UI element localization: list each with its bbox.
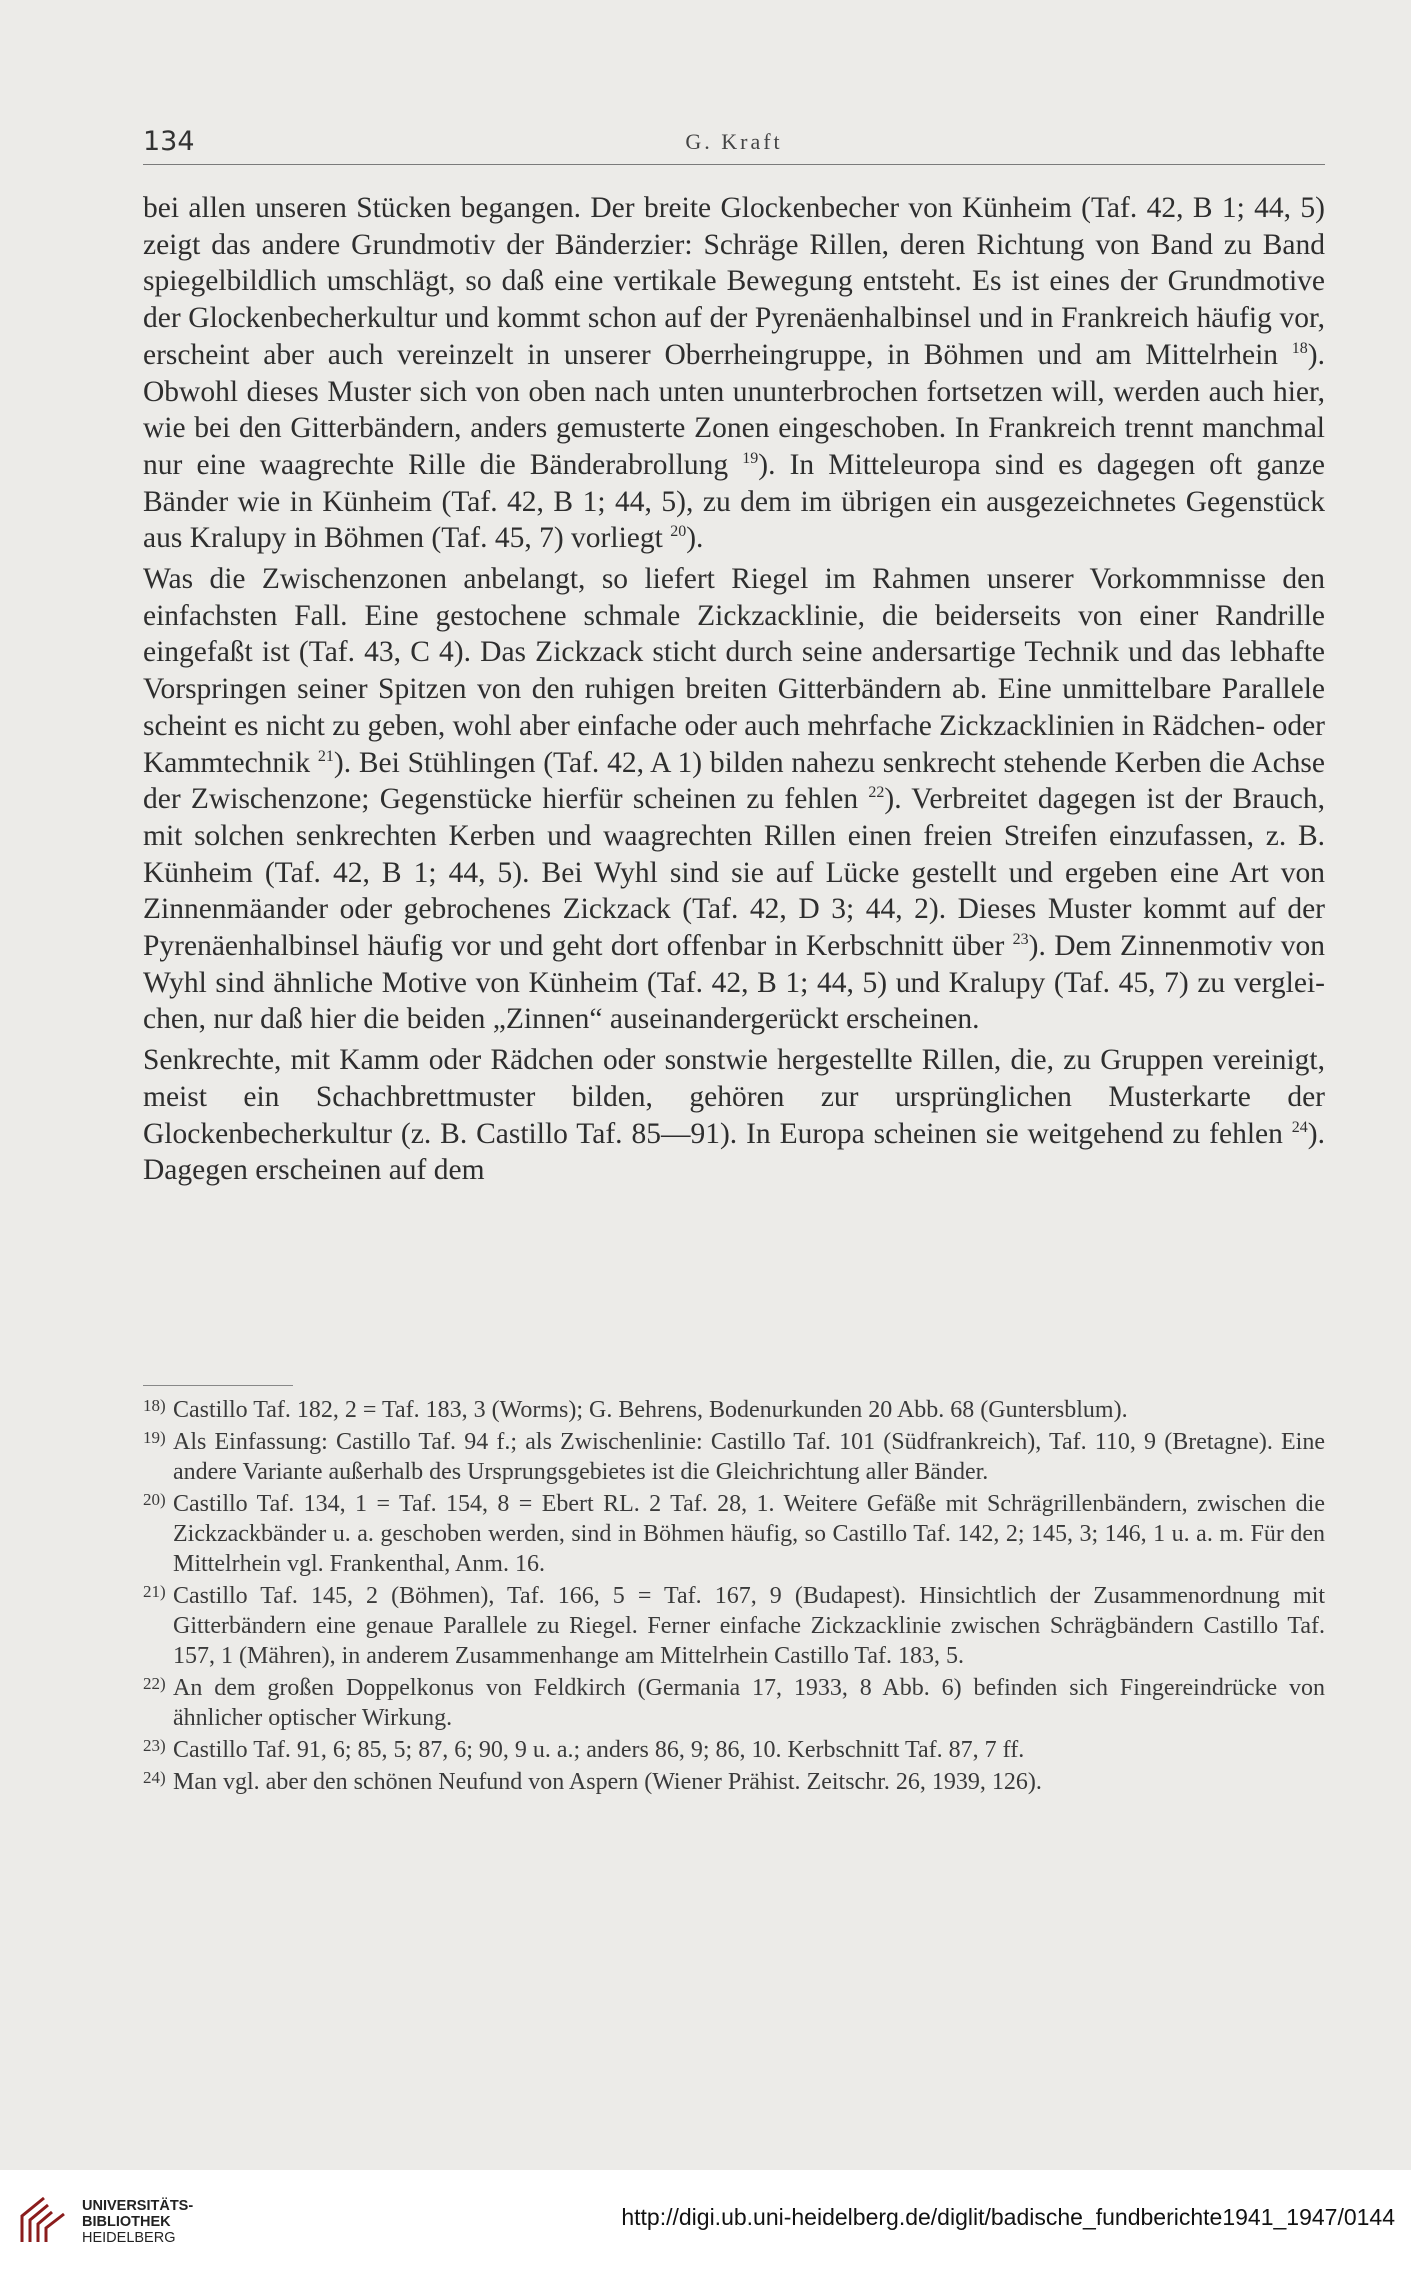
text-run: ). Obwohl dieses Muster sich von oben nach unten ununterbrochen fortsetzen will, werden auch hier, wie bei den Gitterbändern, anders gemusterte Zonen eingeschoben. In Frankreich trennt manchmal nur eine waagrechte Rille die Bänderabrollung [143,338,1325,481]
paragraph [143,190,1325,557]
page-header [143,124,1325,165]
footnote [143,1767,1325,1797]
footnote [143,1395,1325,1425]
text-run: ). Dem Zinnenmotiv von Wyhl sind ähnliche Motive von Künheim (Taf. 42, B 1; 44, 5) und Kralupy (Taf. 45, 7) zu vergleichen, nur daß hier die beiden „Zinnen“ auseinandergerückt erscheinen. [143,930,1325,1036]
library-name-line-2: BIBLIOTHEK [82,2214,171,2230]
footnote-reference[interactable]: 23 [1012,931,1029,949]
footnote [143,1489,1325,1579]
footnote-separator [143,1385,293,1386]
source-url[interactable]: http://digi.ub.uni-heidelberg.de/diglit/badische_fundberichte1941_1947/0144 [621,2204,1395,2230]
footnote-reference[interactable]: 24 [1291,1118,1308,1136]
footnote-number: 18) [143,1396,166,1415]
footnote-text: Castillo Taf. 134, 1 = Taf. 154, 8 = Ebert RL. 2 Taf. 28, 1. Weitere Gefäße mit Schrägrillenbändern, zwischen die Zickzackbänder u. a. geschoben werden, sind in Böhmen häufig, so Castillo Taf. 142, 2; 145, 3; 146, 1 u. a. m. Für den Mittelrhein vgl. Frankenthal, Anm. 16. [173,1491,1325,1577]
main-text [143,190,1325,1189]
text-run: ). Bei Stühlingen (Taf. 42, A 1) bilden nahezu senkrecht stehende Kerben die Achse der Zwischenzone; Gegenstücke hierfür scheinen zu fehlen [143,746,1326,816]
text-run: ). Verbreitet dagegen ist der Brauch, mit solchen senkrechten Kerben und waagrechten Rillen einen freien Streifen einzufassen, z. B. Künheim (Taf. 42, B 1; 44, 5). Bei Wyhl sind sie auf Lücke gestellt und ergeben eine Art von Zinnenmäander oder gebrochenes Zickzack (Taf. 42, D 3; 44, 2). Dieses Muster kommt auf der Pyrenäenhalbinsel häufig vor und geht dort offenbar in Kerbschnitt über [143,783,1326,963]
footnote-text: Als Einfassung: Castillo Taf. 94 f.; als Zwischenlinie: Castillo Taf. 101 (Südfrankreich), Taf. 110, 9 (Bretagne). Eine andere Variante außerhalb des Ursprungsgebietes ist die Gleichrichtung aller Bänder. [173,1429,1325,1485]
text-run: Was die Zwischenzonen anbelangt, so liefert Riegel im Rahmen unserer Vorkommnisse den einfachsten Fall. Eine gestochene schmale Zickzacklinie, die beiderseits von einer Randrille eingefaßt ist (Taf. 43, C 4). Das Zickzack sticht durch seine andersartige Technik und das lebhafte Vorspringen seiner Spitzen von den ruhigen breiten Gitterbändern ab. Eine unmittelbare Parallele scheint es nicht zu geben, wohl aber einfache oder auch mehrfache Zickzacklinien in Rädchen- oder Kammtechnik [143,563,1325,779]
footnote-text: Castillo Taf. 91, 6; 85, 5; 87, 6; 90, 9 u. a.; anders 86, 9; 86, 10. Kerbschnitt Taf. 87, 7 ff. [173,1737,1025,1763]
footnote-number: 23) [143,1736,166,1755]
footnote-reference[interactable]: 22 [868,784,885,802]
text-run: Senkrechte, mit Kamm oder Rädchen oder sonstwie hergestellte Rillen, die, zu Gruppen vereinigt, meist ein Schachbrettmuster bilden, gehören zur ursprünglichen Musterkarte der Glockenbecherkultur (z. B. Castillo Taf. 85—91). In Europa scheinen sie weitgehend zu fehlen [143,1044,1325,1150]
page-footer [0,2170,1411,2273]
footnote-reference[interactable]: 19 [742,450,759,468]
footnote-number: 22) [143,1674,166,1693]
footnote-reference[interactable]: 20 [670,523,687,541]
footnote-number: 21) [143,1582,166,1601]
footnote-text: Castillo Taf. 145, 2 (Böhmen), Taf. 166, 5 = Taf. 167, 9 (Budapest). Hinsichtlich der Zusammenordnung mit Gitterbändern eine genaue Parallele zu Riegel. Ferner einfache Zickzacklinie zwischen Schrägbändern Castillo Taf. 157, 1 (Mähren), in anderem Zusammenhange am Mittelrhein Castillo Taf. 183, 5. [173,1583,1325,1669]
footnote-number: 19) [143,1428,166,1447]
footnote-reference[interactable]: 18 [1291,339,1308,357]
library-name-line-1: UNIVERSITÄTS- [82,2198,194,2214]
footnote [143,1581,1325,1671]
ub-heidelberg-logo-icon [18,2194,70,2246]
footnote-text: An dem großen Doppelkonus von Feldkirch (Germania 17, 1933, 8 Abb. 6) befinden sich Fingereindrücke von ähnlicher optischer Wirkung. [173,1675,1325,1731]
footnote-number: 20) [143,1490,166,1509]
footnotes [143,1395,1325,1799]
footnote [143,1735,1325,1765]
library-name [82,2198,193,2246]
footnote-reference[interactable]: 21 [317,747,334,765]
footnote-text: Castillo Taf. 182, 2 = Taf. 183, 3 (Worms); G. Behrens, Bodenurkunden 20 Abb. 68 (Guntersblum). [173,1397,1128,1423]
library-name-line-3: HEIDELBERG [82,2230,176,2246]
paragraph [143,561,1325,1038]
running-head: G. Kraft [685,129,783,154]
text-run: ). [686,522,704,555]
footnote-text: Man vgl. aber den schönen Neufund von Aspern (Wiener Prähist. Zeitschr. 26, 1939, 126). [173,1769,1042,1795]
footnote [143,1427,1325,1487]
text-run: ). Dagegen erscheinen auf dem [143,1117,1325,1187]
paragraph [143,1042,1325,1189]
page-number: 134 [143,126,195,157]
text-run: bei allen unseren Stücken begangen. Der breite Glockenbecher von Künheim (Taf. 42, B 1; 44, 5) zeigt das andere Grundmotiv der Bänderzier: Schräge Rillen, deren Richtung von Band zu Band spiegelbildlich umschlägt, so daß eine vertikale Bewegung entsteht. Es ist eines der Grundmotive der Glockenbecherkultur und kommt schon auf der Pyrenäenhalbinsel und in Frankreich häufig vor, erscheint aber auch vereinzelt in unserer Oberrheingruppe, in Böhmen und am Mittelrhein [143,192,1325,371]
text-run: ). In Mitteleuropa sind es dagegen oft ganze Bänder wie in Künheim (Taf. 42, B 1; 44, 5), zu dem im übrigen ein ausgezeichnetes Gegenstück aus Kralupy in Böhmen (Taf. 45, 7) vorliegt [143,448,1325,555]
footnote-number: 24) [143,1768,166,1787]
footnote [143,1673,1325,1733]
